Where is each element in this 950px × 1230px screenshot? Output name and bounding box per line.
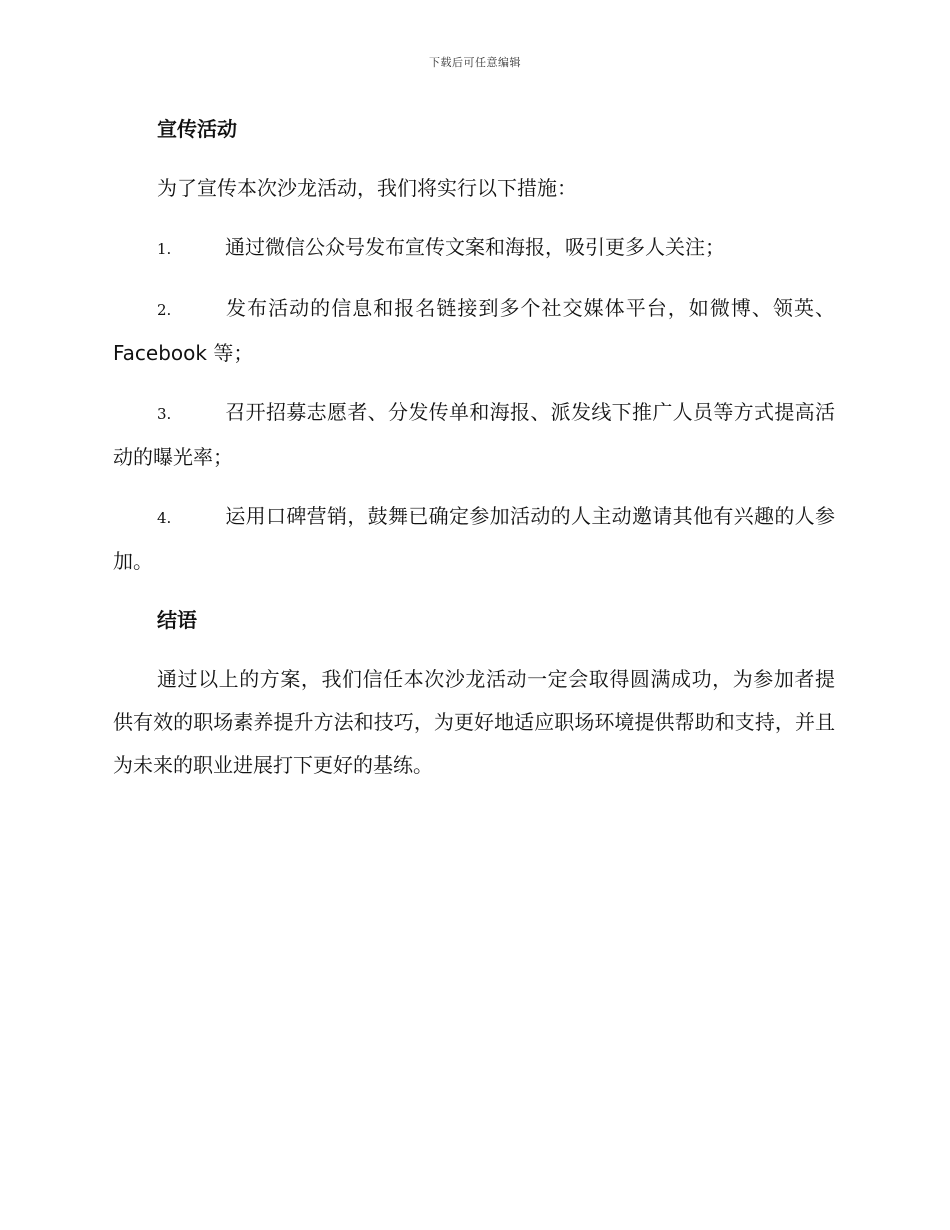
list-item-number: 3. bbox=[157, 405, 172, 423]
list-item bbox=[113, 226, 835, 271]
list-item bbox=[113, 287, 835, 375]
page-header: 下载后可任意编辑 bbox=[429, 56, 521, 69]
section-heading-conclusion: 结语 bbox=[157, 608, 197, 632]
conclusion-body: 通过以上的方案，我们信任本次沙龙活动一定会取得圆满成功，为参加者提供有效的职场素养提升方法和技巧，为更好地适应职场环境提供帮助和支持，并且为未来的职业进展打下更好的基练。 bbox=[113, 667, 835, 777]
promotion-intro: 为了宣传本次沙龙活动，我们将实行以下措施： bbox=[157, 176, 577, 200]
list-item-number: 2. bbox=[157, 301, 172, 319]
list-item-number: 1. bbox=[157, 240, 172, 258]
list-item-text: 运用口碑营销，鼓舞已确定参加活动的人主动邀请其他有兴趣的人参加。 bbox=[113, 504, 835, 573]
list-item bbox=[113, 495, 835, 583]
document-content bbox=[113, 108, 835, 803]
list-item-number: 4. bbox=[157, 509, 172, 527]
section-heading-promotion: 宣传活动 bbox=[157, 117, 237, 141]
list-item-text: 发布活动的信息和报名链接到多个社交媒体平台，如微博、领英、Facebook 等； bbox=[113, 296, 835, 365]
list-item-text: 通过微信公众号发布宣传文案和海报，吸引更多人关注； bbox=[225, 235, 725, 259]
list-item-text: 召开招募志愿者、分发传单和海报、派发线下推广人员等方式提高活动的曝光率； bbox=[113, 400, 835, 469]
list-item bbox=[113, 391, 835, 479]
